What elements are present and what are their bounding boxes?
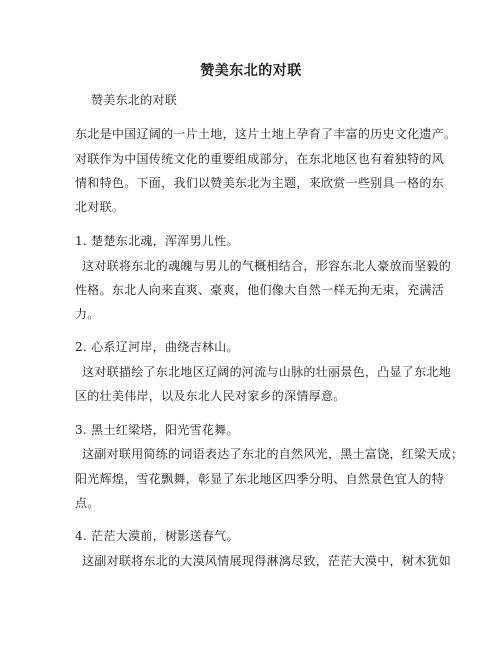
couplet-1-body-line-3: 力。 [75,307,100,321]
couplet-heading-1: 1. 楚楚东北魂，浑浑男儿性。 [75,234,239,248]
couplet-2-body-line-1: 这对联描绘了东北地区辽阔的河流与山脉的壮丽景色，凸显了东北地 [82,365,452,379]
couplet-1-body-line-2: 性格。东北人向来直爽、豪爽，他们像大自然一样无拘无束，充满活 [75,283,445,297]
document-title: 赞美东北的对联 [200,63,302,79]
subtitle: 赞美东北的对联 [91,93,178,107]
intro-line-2: 对联作为中国传统文化的重要组成部分，在东北地区也有着独特的风 [75,152,445,166]
couplet-3-body-line-3: 点。 [75,496,100,510]
couplet-4-body-line-1: 这副对联将东北的大漠风情展现得淋漓尽致，茫茫大漠中，树木犹如 [82,554,452,568]
couplet-2-body-line-2: 区的壮美伟岸，以及东北人民对家乡的深情厚意。 [75,389,346,403]
couplet-heading-2: 2. 心系辽河岸，曲绕吉林山。 [75,340,239,354]
couplet-3-body-line-1: 这副对联用简练的词语表达了东北的自然风光，黑土富饶，红梁天成； [82,447,464,461]
couplet-1-body-line-1: 这对联将东北的魂魄与男儿的气概相结合，形容东北人豪放而坚毅的 [82,259,452,273]
intro-line-1: 东北是中国辽阔的一片土地，这片土地上孕育了丰富的历史文化遗产。 [75,127,457,141]
couplet-heading-4: 4. 茫茫大漠前，树影送春气。 [75,529,239,543]
intro-line-3: 情和特色。下面，我们以赞美东北为主题，来欣赏一些别具一格的东 [75,176,445,190]
intro-line-4: 北对联。 [75,200,125,214]
couplet-3-body-line-2: 阳光辉煌，雪花飘舞，彰显了东北地区四季分明、自然景色宜人的特 [75,472,445,486]
couplet-heading-3: 3. 黑土红梁塔，阳光雪花舞。 [75,423,239,437]
